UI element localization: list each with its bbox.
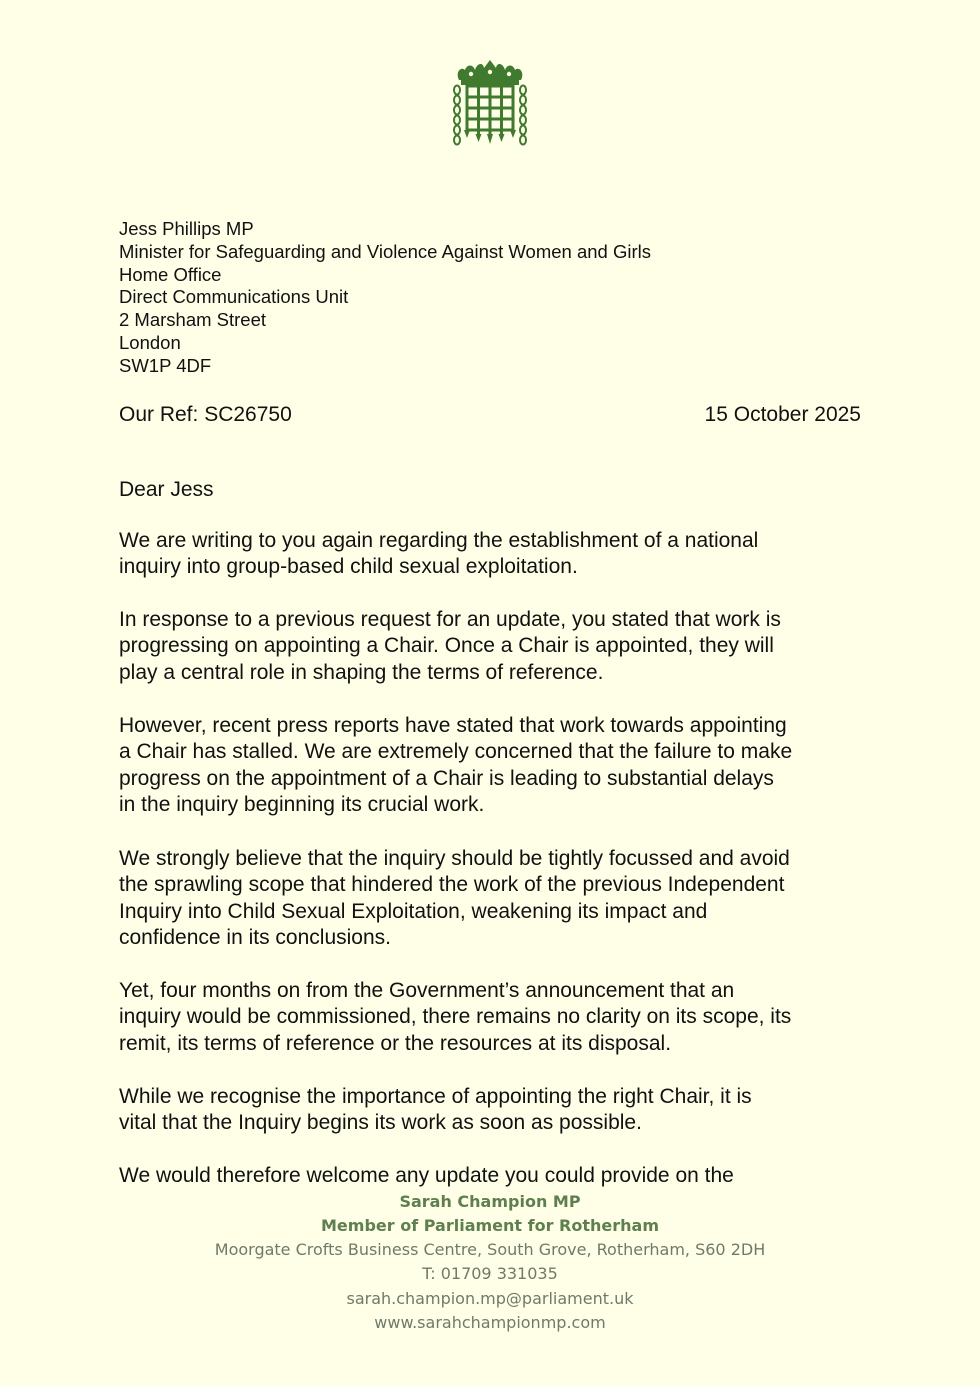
portcullis-crest-icon (451, 60, 529, 148)
footer-mp-name: Sarah Champion MP (399, 1192, 581, 1211)
paragraph-line: Inquiry into Child Sexual Exploitation, weakening its impact and (119, 899, 708, 923)
paragraph-3 (119, 713, 879, 818)
recipient-city: London (119, 331, 181, 353)
recipient-department: Home Office (119, 263, 222, 285)
paragraph-line: progressing on appointing a Chair. Once a Chair is appointed, they will (119, 634, 774, 658)
paragraph-line: We are writing to you again regarding the establishment of a national (119, 529, 759, 552)
footer-website[interactable]: www.sarahchampionmp.com (374, 1313, 606, 1333)
paragraph-line: However, recent press reports have stated that work towards appointing (119, 714, 787, 737)
paragraph-line: We would therefore welcome any update you could provide on the (119, 1164, 734, 1187)
paragraph-2 (119, 607, 879, 686)
recipient-title: Minister for Safeguarding and Violence Against Women and Girls (119, 240, 652, 262)
recipient-unit: Direct Communications Unit (119, 286, 349, 308)
paragraph-line: Yet, four months on from the Government’s announcement that an (119, 979, 735, 1002)
paragraph-1 (119, 528, 879, 581)
paragraph-6 (119, 1084, 879, 1137)
recipient-name: Jess Phillips MP (119, 218, 254, 239)
paragraph-line: progress on the appointment of a Chair is leading to substantial delays (119, 766, 774, 790)
paragraph-line: a Chair has stalled. We are extremely concerned that the failure to make (119, 740, 793, 764)
recipient-address (119, 218, 651, 378)
recipient-postcode: SW1P 4DF (119, 354, 212, 376)
recipient-street: 2 Marsham Street (119, 309, 267, 331)
paragraph-line: the sprawling scope that hindered the work of the previous Independent (119, 873, 785, 897)
paragraph-4 (119, 846, 879, 951)
footer-phone: T: 01709 331035 (422, 1264, 558, 1284)
paragraph-5 (119, 978, 879, 1057)
paragraph-line: inquiry would be commissioned, there remains no clarity on its scope, its (119, 1005, 792, 1029)
reference-number: Our Ref: SC26750 (119, 403, 292, 426)
letterhead-footer (0, 1190, 980, 1336)
paragraph-line: remit, its terms of reference or the resources at its disposal. (119, 1031, 672, 1055)
salutation (119, 477, 879, 503)
paragraph-line: We strongly believe that the inquiry should be tightly focussed and avoid (119, 847, 790, 870)
footer-constituency: Member of Parliament for Rotherham (321, 1216, 659, 1235)
paragraph-line: play a central role in shaping the terms of reference. (119, 660, 604, 684)
salutation-text: Dear Jess (119, 478, 214, 501)
paragraph-line: In response to a previous request for an update, you stated that work is (119, 608, 781, 631)
letter-date: 15 October 2025 (704, 403, 861, 426)
paragraph-7 (119, 1163, 879, 1189)
paragraph-line: in the inquiry beginning its crucial work. (119, 792, 485, 816)
paragraph-line: vital that the Inquiry begins its work as soon as possible. (119, 1111, 642, 1135)
paragraph-line: While we recognise the importance of appointing the right Chair, it is (119, 1085, 752, 1108)
paragraph-line: confidence in its conclusions. (119, 925, 391, 949)
footer-address: Moorgate Crofts Business Centre, South Grove, Rotherham, S60 2DH (214, 1240, 766, 1259)
paragraph-line: inquiry into group-based child sexual exploitation. (119, 555, 578, 579)
footer-email[interactable]: sarah.champion.mp@parliament.uk (346, 1288, 634, 1308)
